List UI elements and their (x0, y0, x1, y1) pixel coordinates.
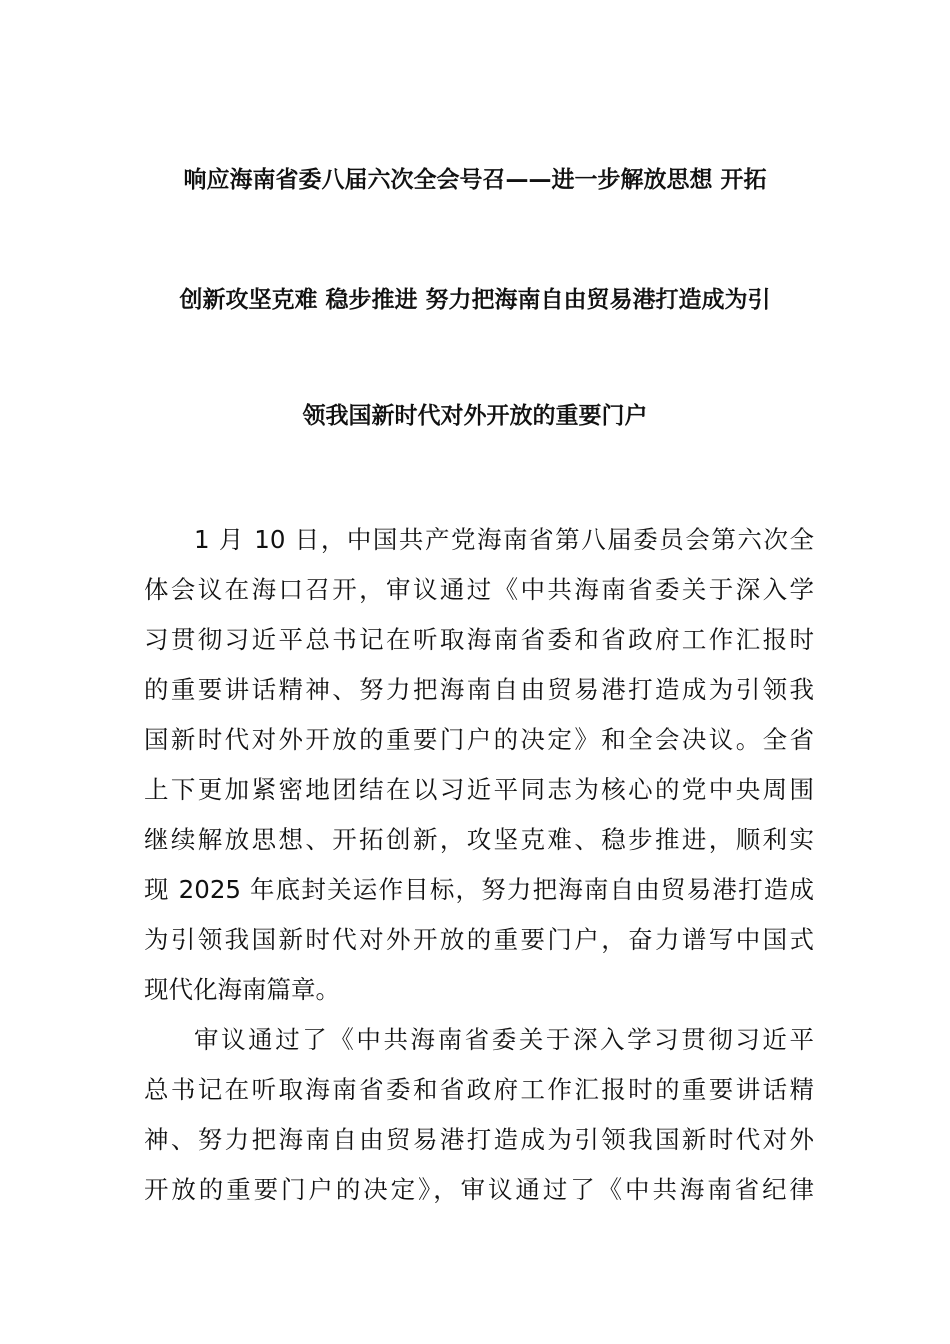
title-line-1: 响应海南省委八届六次全会号召——进一步解放思想 开拓 (183, 167, 767, 193)
paragraph-2-line: 神、努力把海南自由贸易港打造成为引领我国新时代对外 (144, 1125, 814, 1154)
paragraph-1-line: 为引领我国新时代对外开放的重要门户，奋力谱写中国式 (144, 925, 814, 954)
paragraph-1-line: 体会议在海口召开，审议通过《中共海南省委关于深入学 (144, 575, 814, 604)
paragraph-1-line: 习贯彻习近平总书记在听取海南省委和省政府工作汇报时 (144, 625, 814, 654)
paragraph-1-line: 的重要讲话精神、努力把海南自由贸易港打造成为引领我 (144, 675, 814, 704)
title-line-3: 领我国新时代对外开放的重要门户 (302, 403, 648, 429)
paragraph-2-line: 总书记在听取海南省委和省政府工作汇报时的重要讲话精 (144, 1075, 814, 1104)
paragraph-1-line: 现 2025 年底封关运作目标，努力把海南自由贸易港打造成 (144, 875, 814, 904)
paragraph-1-line: 现代化海南篇章。 (144, 975, 340, 1004)
paragraph-2-line: 开放的重要门户的决定》，审议通过了《中共海南省纪律 (144, 1175, 814, 1204)
paragraph-1-line: 1 月 10 日，中国共产党海南省第八届委员会第六次全 (194, 525, 814, 554)
paragraph-1-line: 上下更加紧密地团结在以习近平同志为核心的党中央周围 (144, 775, 814, 804)
paragraph-2-line: 审议通过了《中共海南省委关于深入学习贯彻习近平 (194, 1025, 814, 1054)
paragraph-1-line: 国新时代对外开放的重要门户的决定》和全会决议。全省 (144, 725, 814, 754)
title-line-2: 创新攻坚克难 稳步推进 努力把海南自由贸易港打造成为引 (179, 287, 771, 313)
paragraph-1-line: 继续解放思想、开拓创新，攻坚克难、稳步推进，顺利实 (144, 825, 814, 854)
